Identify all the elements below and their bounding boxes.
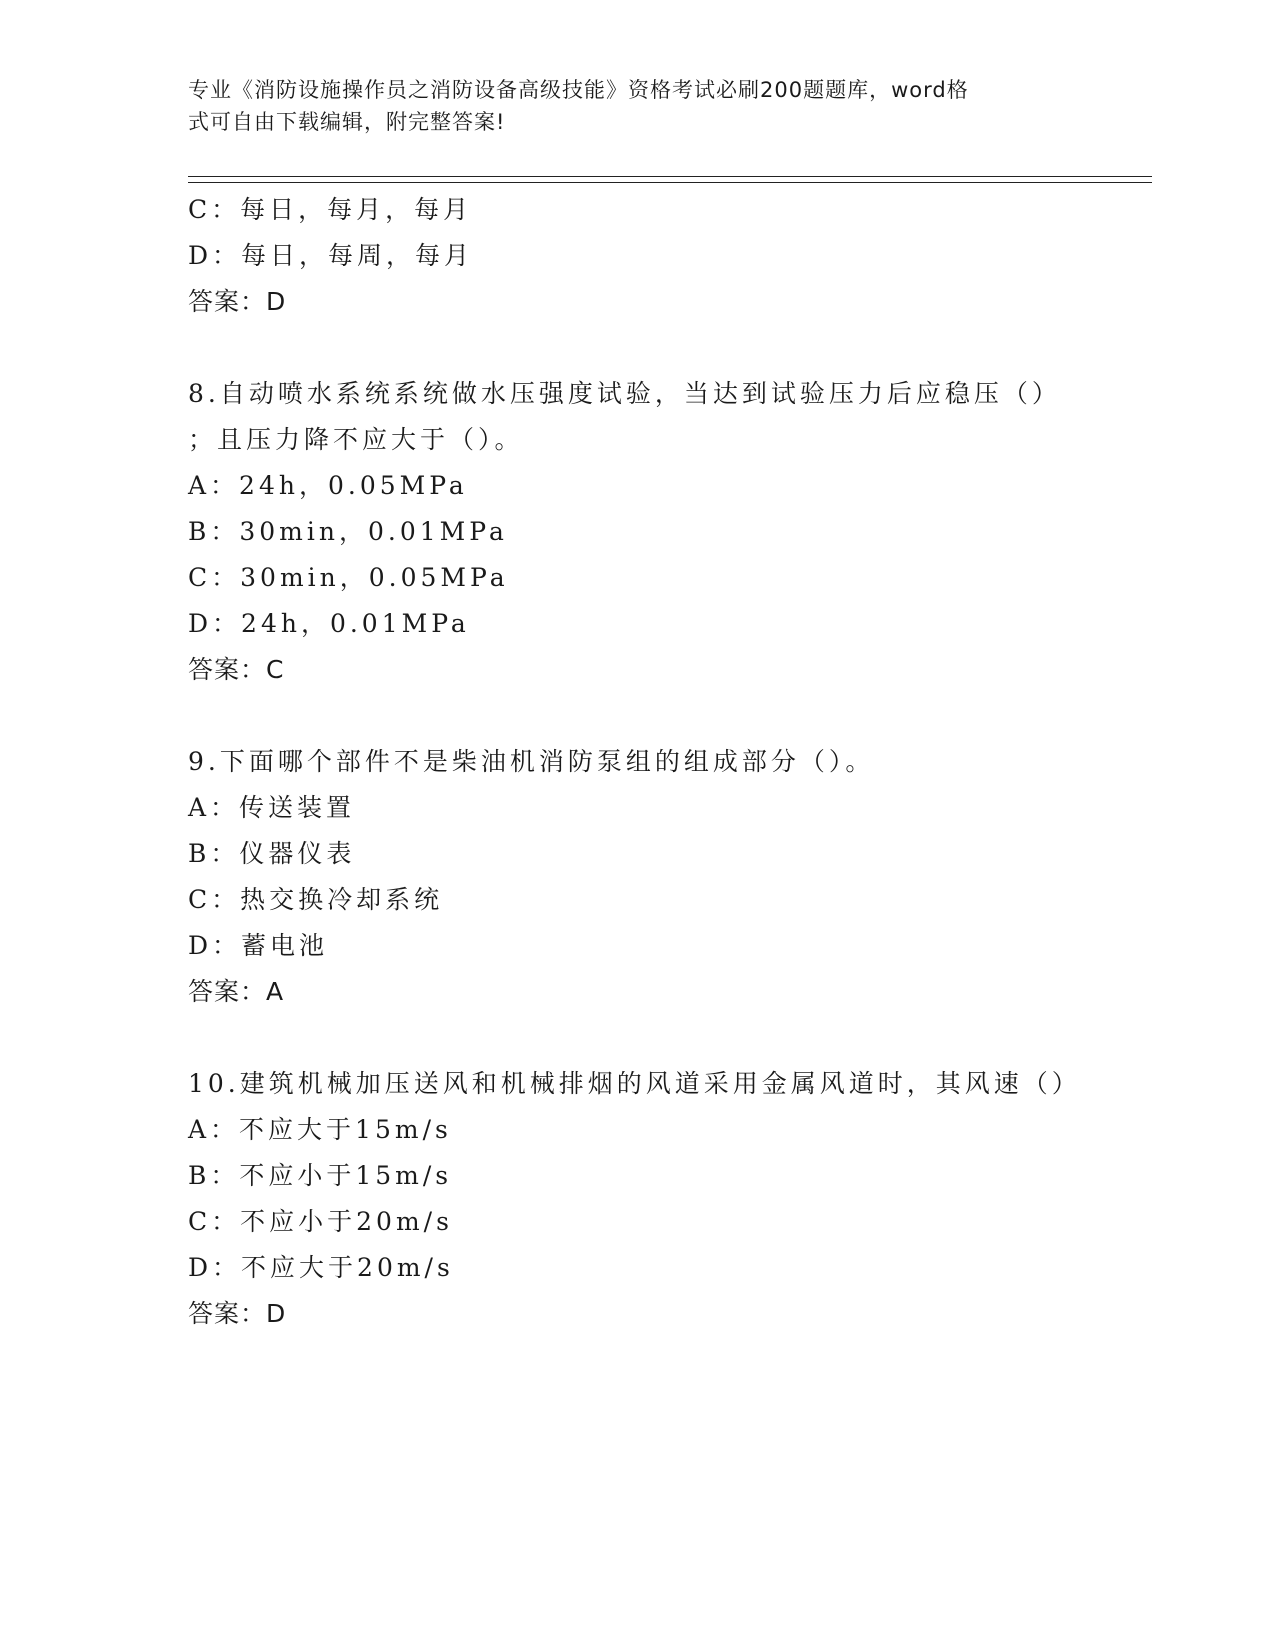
question-block-10 — [188, 1061, 1152, 1337]
answer-line: 答案：D — [188, 287, 287, 316]
option-c: C：热交换冷却系统 — [188, 885, 444, 914]
option-c: C：每日，每月，每月 — [188, 195, 473, 224]
option-d: D：24h，0.01MPa — [188, 609, 470, 638]
spacer — [188, 1015, 1152, 1061]
header-divider-top — [188, 176, 1152, 177]
option-d: D：不应大于20m/s — [188, 1253, 454, 1282]
question-stem-continued: ；且压力降不应大于（）。 — [188, 425, 524, 454]
option-a: A：传送装置 — [188, 793, 356, 822]
option-c: C：30min，0.05MPa — [188, 563, 509, 592]
question-list — [188, 187, 1152, 1337]
option-a: A：不应大于15m/s — [188, 1115, 452, 1144]
document-header — [188, 74, 1068, 138]
option-b: B：不应小于15m/s — [188, 1161, 453, 1190]
question-block-8 — [188, 371, 1152, 693]
header-divider-bottom — [188, 182, 1152, 183]
option-b: B：仪器仪表 — [188, 839, 356, 868]
question-stem: 8.自动喷水系统系统做水压强度试验，当达到试验压力后应稳压（） — [188, 379, 1061, 408]
question-block-7 — [188, 187, 1152, 325]
header-line-1: 专业《消防设施操作员之消防设备高级技能》资格考试必刷200题题库，word格 — [188, 78, 969, 102]
spacer — [188, 693, 1152, 739]
spacer — [188, 325, 1152, 371]
answer-line: 答案：D — [188, 1299, 287, 1328]
question-stem: 10.建筑机械加压送风和机械排烟的风道采用金属风道时，其风速（） — [188, 1069, 1081, 1098]
option-d: D：蓄电池 — [188, 931, 329, 960]
question-block-9 — [188, 739, 1152, 1015]
option-a: A：24h，0.05MPa — [188, 471, 468, 500]
answer-line: 答案：A — [188, 977, 285, 1006]
option-b: B：30min，0.01MPa — [188, 517, 508, 546]
header-line-2: 式可自由下载编辑，附完整答案! — [188, 110, 506, 134]
option-c: C：不应小于20m/s — [188, 1207, 453, 1236]
answer-line: 答案：C — [188, 655, 285, 684]
question-stem: 9.下面哪个部件不是柴油机消防泵组的组成部分（）。 — [188, 747, 875, 776]
option-d: D：每日，每周，每月 — [188, 241, 474, 270]
